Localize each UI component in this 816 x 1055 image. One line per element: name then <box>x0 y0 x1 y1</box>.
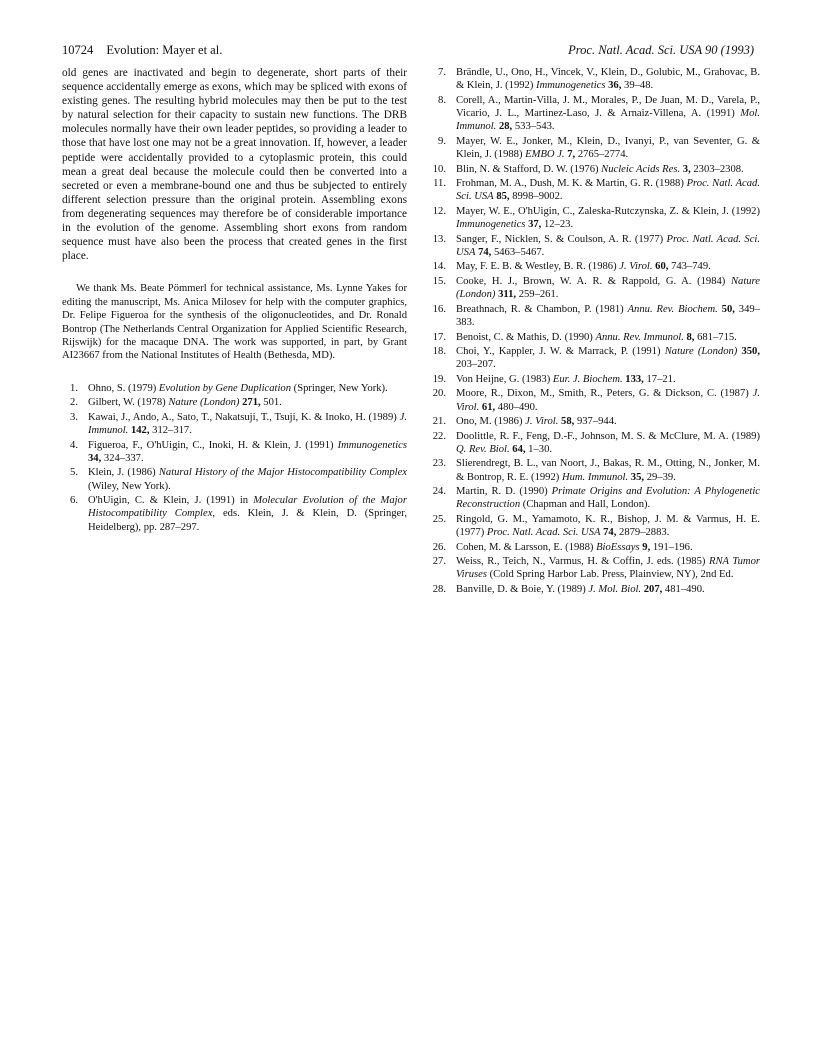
reference-item: 27. Weiss, R., Teich, N., Varmus, H. & Coffin, J. eds. (1985) RNA Tumor Viruses (Cold Spring Harbor Lab. Press, Plainview, NY), 2nd Ed. <box>432 556 760 581</box>
reference-list-right <box>430 66 760 596</box>
page-number: 10724 <box>62 43 94 57</box>
running-header <box>62 42 222 58</box>
running-title: Evolution: Mayer et al. <box>106 43 223 57</box>
reference-item: 16. Breathnach, R. & Chambon, P. (1981) Annu. Rev. Biochem. 50, 349–383. <box>432 303 760 329</box>
reference-item: 24. Martin, R. D. (1990) Primate Origins and Evolution: A Phylogenetic Reconstruction (Chapman and Hall, London). <box>432 486 760 511</box>
reference-item: 7. Brändle, U., Ono, H., Vincek, V., Klein, D., Golubic, M., Grahovac, B. & Klein, J. (1992) Immunogenetics 36, 39–48. <box>438 67 760 92</box>
reference-item: 21. Ono, M. (1986) J. Virol. 58, 937–944. <box>432 416 617 428</box>
reference-item: 26. Cohen, M. & Larsson, E. (1988) BioEssays 9, 191–196. <box>432 541 693 553</box>
reference-item: 19. Von Heijne, G. (1983) Eur. J. Biochem. 133, 17–21. <box>432 373 676 385</box>
reference-item: 6. O'hUigin, C. & Klein, J. (1991) in Molecular Evolution of the Major Histocompatibility Complex, eds. Klein, J. & Klein, D. (Springer, Heidelberg), pp. 287–297. <box>70 495 408 533</box>
body-paragraph: old genes are inactivated and begin to degenerate, short parts of their sequence accidentally emerge as exons, which may be spliced with exons of existing genes. The resulting hybrid molecules may then be put to the test by natural selection for their capacity to sustain new functions. The DRB molecules normally have their own leader peptides, so providing a leader to those that have lost one may not be a great innovation. If, however, a leader peptide were accidentally provided to a cytoplasmic protein, this could mean a great deal because the molecule could then be converted into a secreted or even a membrane-bound one and thus be subjected to entirely different selection pressure than the original protein. Assembling exons from degenerating sequences may therefore be of considerable importance in the evolution of the genome. Assembling short exons from random sequence must have also been the process that created genes in the first place. <box>62 67 407 263</box>
reference-item: 15. Cooke, H. J., Brown, W. A. R. & Rappold, G. A. (1984) Nature (London) 311, 259–261. <box>432 275 760 301</box>
reference-item: 2. Gilbert, W. (1978) Nature (London) 271, 501. <box>70 397 282 409</box>
reference-item: 14. May, F. E. B. & Westley, B. R. (1986) J. Virol. 60, 743–749. <box>432 261 711 273</box>
reference-item: 12. Mayer, W. E., O'hUigin, C., Zaleska-Rutczynska, Z. & Klein, J. (1992) Immunogenetics 37, 12–23. <box>432 205 760 231</box>
reference-item: 25. Ringold, G. M., Yamamoto, K. R., Bishop, J. M. & Varmus, H. E. (1977) Proc. Natl. Acad. Sci. USA 74, 2879–2883. <box>432 513 760 539</box>
reference-item: 3. Kawai, J., Ando, A., Sato, T., Nakatsuji, T., Tsuji, K. & Inoko, H. (1989) J. Immunol. 142, 312–317. <box>70 411 407 437</box>
reference-item: 13. Sanger, F., Nicklen, S. & Coulson, A. R. (1977) Proc. Natl. Acad. Sci. USA 74, 5463–5467. <box>432 233 760 258</box>
reference-item: 28. Banville, D. & Boie, Y. (1989) J. Mol. Biol. 207, 481–490. <box>432 583 705 595</box>
reference-item: 1. Ohno, S. (1979) Evolution by Gene Duplication (Springer, New York). <box>70 382 388 394</box>
reference-item: 4. Figueroa, F., O'hUigin, C., Inoki, H. & Klein, J. (1991) Immunogenetics 34, 324–337. <box>70 439 407 464</box>
journal-citation: Proc. Natl. Acad. Sci. USA 90 (1993) <box>568 43 754 57</box>
reference-item: 20. Moore, R., Dixon, M., Smith, R., Peters, G. & Dickson, C. (1987) J. Virol. 61, 480–490. <box>432 388 760 413</box>
reference-item: 11. Frohman, M. A., Dush, M. K. & Martin, G. R. (1988) Proc. Natl. Acad. Sci. USA 85, 8998–9002. <box>433 178 760 203</box>
reference-item: 10. Blin, N. & Stafford, D. W. (1976) Nucleic Acids Res. 3, 2303–2308. <box>432 163 744 175</box>
reference-item: 9. Mayer, W. E., Jonker, M., Klein, D., Ivanyi, P., van Seventer, G. & Klein, J. (1988) EMBO J. 7, 2765–2774. <box>438 135 760 161</box>
right-column <box>430 66 760 597</box>
left-column <box>62 66 407 535</box>
reference-item: 8. Corell, A., Martin-Villa, J. M., Morales, P., De Juan, M. D., Varela, P., Vicario, J. L., Martinez-Laso, J. & Arnaiz-Villena, A. (1991) Mol. Immunol. 28, 533–543. <box>438 94 760 133</box>
acknowledgment: We thank Ms. Beate Pömmerl for technical assistance, Ms. Lynne Yakes for editing the manuscript, Ms. Anica Milosev for help with the computer graphics, Dr. Felipe Figueroa for the synthesis of the oligonucleotides, and Dr. Ronald Bontrop (The Netherlands Central Organization for Applied Scientific Research, Rijswijk) for the macaque DNA. The work was supported, in part, by Grant AI23667 from the National Institutes of Health (Bethesda, MD). <box>62 283 407 362</box>
reference-item: 17. Benoist, C. & Mathis, D. (1990) Annu. Rev. Immunol. 8, 681–715. <box>432 331 737 343</box>
reference-item: 22. Doolittle, R. F., Feng, D.-F., Johnson, M. S. & McClure, M. A. (1989) Q. Rev. Biol. 64, 1–30. <box>432 430 760 455</box>
reference-item: 23. Slierendregt, B. L., van Noort, J., Bakas, R. M., Otting, N., Jonker, M. & Bontrop, R. E. (1992) Hum. Immunol. 35, 29–39. <box>432 458 760 483</box>
reference-list-left <box>62 382 407 534</box>
reference-item: 5. Klein, J. (1986) Natural History of the Major Histocompatibility Complex (Wiley, New York). <box>70 467 407 492</box>
reference-item: 18. Choi, Y., Kappler, J. W. & Marrack, P. (1991) Nature (London) 350, 203–207. <box>432 346 760 371</box>
